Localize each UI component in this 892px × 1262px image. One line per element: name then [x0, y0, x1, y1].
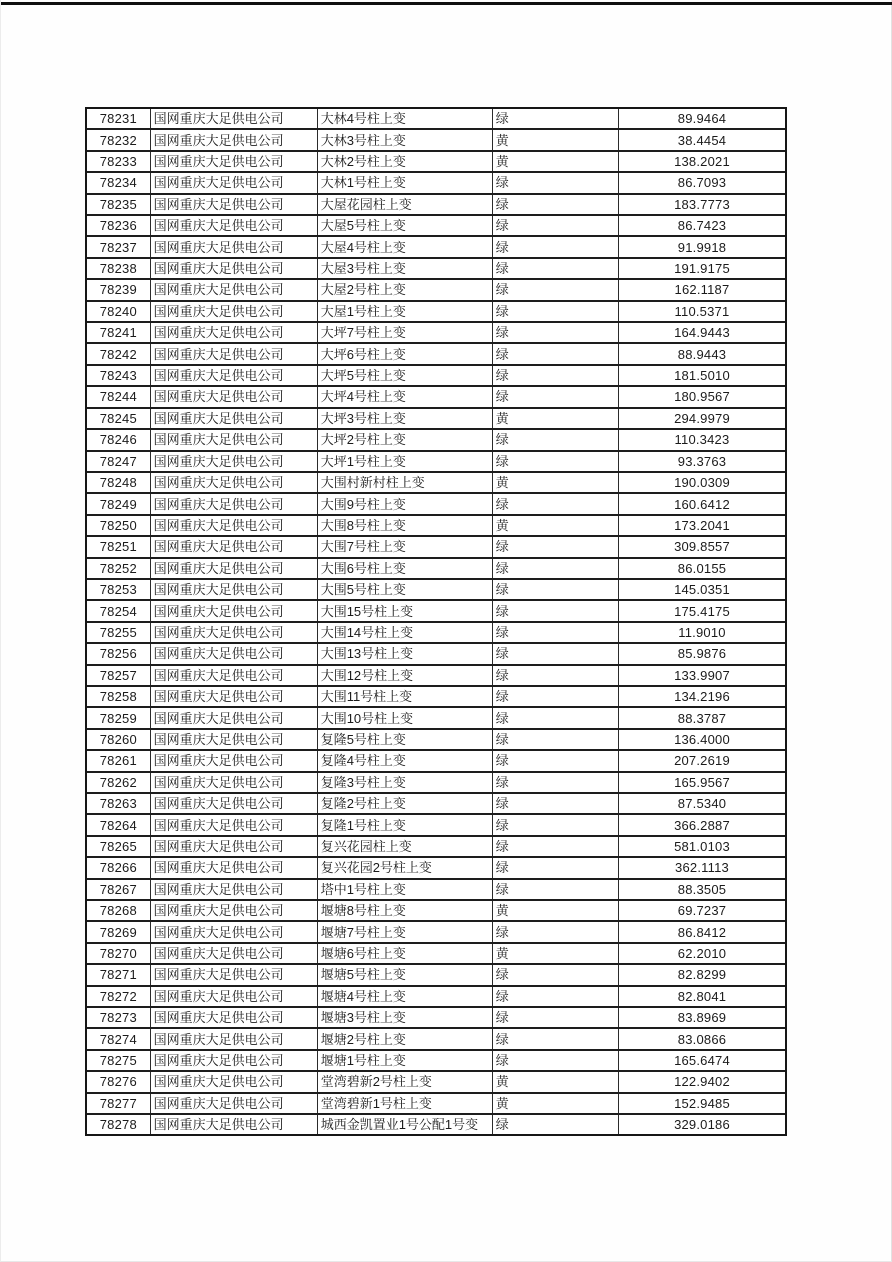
cell-load-value: 83.0866	[618, 1029, 785, 1048]
cell-load-value: 82.8299	[618, 965, 785, 984]
cell-row-id: 78262	[99, 774, 137, 790]
cell-company-name: 国网重庆大足供电公司	[150, 237, 317, 256]
cell-row-id: 78244	[99, 389, 137, 405]
cell-row-id: 78237	[99, 239, 137, 255]
cell-transformer-name: 大林3号柱上变	[317, 130, 492, 149]
cell-load-value: 83.8969	[618, 1008, 785, 1027]
cell-row-id: 78261	[99, 753, 137, 769]
table-row	[87, 302, 785, 323]
table-row	[87, 794, 785, 815]
cell-load-value: 207.2619	[618, 751, 785, 770]
cell-transformer-name: 大屋1号柱上变	[317, 302, 492, 321]
table-row	[87, 1115, 785, 1134]
cell-company-name: 国网重庆大足供电公司	[150, 901, 317, 920]
cell-row-id: 78270	[99, 946, 137, 962]
cell-status-color: 绿	[492, 773, 618, 792]
cell-row-id: 78268	[99, 903, 137, 919]
cell-company-name: 国网重庆大足供电公司	[150, 280, 317, 299]
cell-company-name: 国网重庆大足供电公司	[150, 623, 317, 642]
table-row	[87, 1051, 785, 1072]
cell-transformer-name: 大屋花园柱上变	[317, 195, 492, 214]
table-row	[87, 237, 785, 258]
cell-load-value: 88.3787	[618, 708, 785, 727]
cell-row-id: 78251	[99, 539, 137, 555]
cell-row-id: 78277	[99, 1095, 137, 1111]
cell-company-name: 国网重庆大足供电公司	[150, 987, 317, 1006]
cell-load-value: 82.8041	[618, 987, 785, 1006]
cell-company-name: 国网重庆大足供电公司	[150, 922, 317, 941]
cell-transformer-name: 堰塘6号柱上变	[317, 944, 492, 963]
cell-status-color: 绿	[492, 987, 618, 1006]
table-row	[87, 730, 785, 751]
cell-row-id: 78233	[99, 154, 137, 170]
cell-row-id: 78274	[99, 1031, 137, 1047]
cell-load-value: 362.1113	[618, 858, 785, 877]
cell-company-name: 国网重庆大足供电公司	[150, 794, 317, 813]
table-row	[87, 259, 785, 280]
table-row	[87, 944, 785, 965]
cell-load-value: 165.9567	[618, 773, 785, 792]
cell-company-name: 国网重庆大足供电公司	[150, 109, 317, 128]
cell-transformer-name: 大林1号柱上变	[317, 173, 492, 192]
cell-status-color: 绿	[492, 430, 618, 449]
table-row	[87, 687, 785, 708]
cell-transformer-name: 大围13号柱上变	[317, 644, 492, 663]
cell-transformer-name: 大坪4号柱上变	[317, 387, 492, 406]
table-row	[87, 644, 785, 665]
cell-status-color: 绿	[492, 1051, 618, 1070]
cell-company-name: 国网重庆大足供电公司	[150, 259, 317, 278]
cell-load-value: 87.5340	[618, 794, 785, 813]
cell-company-name: 国网重庆大足供电公司	[150, 751, 317, 770]
cell-company-name: 国网重庆大足供电公司	[150, 216, 317, 235]
table-row	[87, 130, 785, 151]
cell-row-id: 78239	[99, 282, 137, 298]
cell-company-name: 国网重庆大足供电公司	[150, 687, 317, 706]
cell-row-id: 78272	[99, 988, 137, 1004]
cell-status-color: 绿	[492, 109, 618, 128]
cell-company-name: 国网重庆大足供电公司	[150, 708, 317, 727]
cell-company-name: 国网重庆大足供电公司	[150, 537, 317, 556]
cell-transformer-name: 大围5号柱上变	[317, 580, 492, 599]
cell-load-value: 173.2041	[618, 516, 785, 535]
cell-transformer-name: 大林4号柱上变	[317, 109, 492, 128]
table-row	[87, 601, 785, 622]
cell-company-name: 国网重庆大足供电公司	[150, 323, 317, 342]
cell-status-color: 绿	[492, 815, 618, 834]
cell-transformer-name: 大屋4号柱上变	[317, 237, 492, 256]
cell-load-value: 38.4454	[618, 130, 785, 149]
cell-company-name: 国网重庆大足供电公司	[150, 1029, 317, 1048]
table-row	[87, 880, 785, 901]
cell-status-color: 绿	[492, 344, 618, 363]
cell-transformer-name: 大围8号柱上变	[317, 516, 492, 535]
cell-transformer-name: 大围14号柱上变	[317, 623, 492, 642]
cell-status-color: 绿	[492, 644, 618, 663]
cell-company-name: 国网重庆大足供电公司	[150, 173, 317, 192]
cell-row-id: 78254	[99, 603, 137, 619]
cell-status-color: 绿	[492, 1029, 618, 1048]
cell-company-name: 国网重庆大足供电公司	[150, 409, 317, 428]
cell-transformer-name: 堰塘5号柱上变	[317, 965, 492, 984]
cell-company-name: 国网重庆大足供电公司	[150, 858, 317, 877]
table-row	[87, 1072, 785, 1093]
cell-load-value: 152.9485	[618, 1094, 785, 1113]
cell-load-value: 86.7093	[618, 173, 785, 192]
cell-status-color: 绿	[492, 216, 618, 235]
cell-transformer-name: 大坪5号柱上变	[317, 366, 492, 385]
cell-row-id: 78232	[99, 132, 137, 148]
cell-transformer-name: 大坪1号柱上变	[317, 452, 492, 471]
cell-status-color: 绿	[492, 880, 618, 899]
table-row	[87, 195, 785, 216]
cell-company-name: 国网重庆大足供电公司	[150, 1115, 317, 1134]
cell-transformer-name: 大屋5号柱上变	[317, 216, 492, 235]
cell-row-id: 78247	[99, 453, 137, 469]
cell-load-value: 85.9876	[618, 644, 785, 663]
cell-load-value: 136.4000	[618, 730, 785, 749]
cell-status-color: 绿	[492, 302, 618, 321]
table-row	[87, 280, 785, 301]
cell-row-id: 78275	[99, 1053, 137, 1069]
cell-row-id: 78236	[99, 218, 137, 234]
cell-load-value: 88.3505	[618, 880, 785, 899]
cell-load-value: 294.9979	[618, 409, 785, 428]
table-row	[87, 430, 785, 451]
cell-company-name: 国网重庆大足供电公司	[150, 366, 317, 385]
cell-transformer-name: 堰塘7号柱上变	[317, 922, 492, 941]
cell-company-name: 国网重庆大足供电公司	[150, 195, 317, 214]
table-row	[87, 858, 785, 879]
cell-row-id: 78245	[99, 410, 137, 426]
cell-row-id: 78267	[99, 881, 137, 897]
cell-load-value: 309.8557	[618, 537, 785, 556]
cell-load-value: 329.0186	[618, 1115, 785, 1134]
cell-transformer-name: 堂湾碧新1号柱上变	[317, 1094, 492, 1113]
cell-transformer-name: 大屋2号柱上变	[317, 280, 492, 299]
cell-company-name: 国网重庆大足供电公司	[150, 944, 317, 963]
cell-status-color: 绿	[492, 494, 618, 513]
cell-status-color: 绿	[492, 323, 618, 342]
cell-status-color: 绿	[492, 237, 618, 256]
cell-row-id: 78250	[99, 517, 137, 533]
cell-transformer-name: 复隆4号柱上变	[317, 751, 492, 770]
cell-row-id: 78240	[99, 303, 137, 319]
cell-status-color: 绿	[492, 708, 618, 727]
table-row	[87, 216, 785, 237]
cell-status-color: 黄	[492, 1094, 618, 1113]
cell-company-name: 国网重庆大足供电公司	[150, 559, 317, 578]
table-row	[87, 773, 785, 794]
cell-company-name: 国网重庆大足供电公司	[150, 452, 317, 471]
cell-status-color: 绿	[492, 1115, 618, 1134]
cell-status-color: 绿	[492, 751, 618, 770]
cell-status-color: 绿	[492, 922, 618, 941]
cell-load-value: 86.0155	[618, 559, 785, 578]
cell-row-id: 78271	[99, 967, 137, 983]
cell-status-color: 黄	[492, 516, 618, 535]
table-row	[87, 965, 785, 986]
table-row	[87, 922, 785, 943]
cell-company-name: 国网重庆大足供电公司	[150, 1008, 317, 1027]
cell-status-color: 绿	[492, 1008, 618, 1027]
cell-company-name: 国网重庆大足供电公司	[150, 1072, 317, 1091]
cell-load-value: 93.3763	[618, 452, 785, 471]
cell-company-name: 国网重庆大足供电公司	[150, 387, 317, 406]
cell-status-color: 绿	[492, 195, 618, 214]
table-row	[87, 751, 785, 772]
cell-transformer-name: 大坪3号柱上变	[317, 409, 492, 428]
table-row	[87, 987, 785, 1008]
table-row	[87, 452, 785, 473]
cell-company-name: 国网重庆大足供电公司	[150, 601, 317, 620]
cell-transformer-name: 堰塘2号柱上变	[317, 1029, 492, 1048]
cell-load-value: 91.9918	[618, 237, 785, 256]
cell-row-id: 78264	[99, 817, 137, 833]
page-top-rule	[1, 2, 892, 5]
cell-load-value: 183.7773	[618, 195, 785, 214]
cell-row-id: 78260	[99, 731, 137, 747]
cell-row-id: 78235	[99, 196, 137, 212]
table-row	[87, 473, 785, 494]
cell-transformer-name: 复兴花园2号柱上变	[317, 858, 492, 877]
cell-row-id: 78259	[99, 710, 137, 726]
cell-load-value: 110.5371	[618, 302, 785, 321]
cell-load-value: 69.7237	[618, 901, 785, 920]
table-row	[87, 152, 785, 173]
cell-row-id: 78234	[99, 175, 137, 191]
cell-status-color: 绿	[492, 280, 618, 299]
cell-status-color: 黄	[492, 944, 618, 963]
cell-company-name: 国网重庆大足供电公司	[150, 965, 317, 984]
table-row	[87, 666, 785, 687]
table-row	[87, 580, 785, 601]
cell-transformer-name: 堰塘8号柱上变	[317, 901, 492, 920]
cell-load-value: 138.2021	[618, 152, 785, 171]
cell-status-color: 黄	[492, 130, 618, 149]
cell-transformer-name: 大围12号柱上变	[317, 666, 492, 685]
cell-company-name: 国网重庆大足供电公司	[150, 644, 317, 663]
cell-row-id: 78253	[99, 582, 137, 598]
cell-load-value: 89.9464	[618, 109, 785, 128]
cell-company-name: 国网重庆大足供电公司	[150, 516, 317, 535]
cell-company-name: 国网重庆大足供电公司	[150, 580, 317, 599]
cell-transformer-name: 大林2号柱上变	[317, 152, 492, 171]
cell-transformer-name: 大围9号柱上变	[317, 494, 492, 513]
cell-transformer-name: 堰塘1号柱上变	[317, 1051, 492, 1070]
table-row	[87, 537, 785, 558]
cell-transformer-name: 复隆1号柱上变	[317, 815, 492, 834]
cell-transformer-name: 大围11号柱上变	[317, 687, 492, 706]
cell-transformer-name: 复隆3号柱上变	[317, 773, 492, 792]
table-row	[87, 559, 785, 580]
cell-load-value: 160.6412	[618, 494, 785, 513]
cell-transformer-name: 堰塘3号柱上变	[317, 1008, 492, 1027]
table-row	[87, 1029, 785, 1050]
cell-transformer-name: 城西金凯置业1号公配1号变	[317, 1115, 492, 1134]
cell-transformer-name: 大坪6号柱上变	[317, 344, 492, 363]
cell-load-value: 134.2196	[618, 687, 785, 706]
cell-transformer-name: 大坪2号柱上变	[317, 430, 492, 449]
cell-status-color: 绿	[492, 623, 618, 642]
cell-row-id: 78252	[99, 560, 137, 576]
table-row	[87, 366, 785, 387]
cell-load-value: 164.9443	[618, 323, 785, 342]
table-row	[87, 387, 785, 408]
cell-load-value: 191.9175	[618, 259, 785, 278]
cell-load-value: 110.3423	[618, 430, 785, 449]
cell-status-color: 绿	[492, 366, 618, 385]
cell-row-id: 78278	[99, 1117, 137, 1133]
cell-transformer-name: 堂湾碧新2号柱上变	[317, 1072, 492, 1091]
table-row	[87, 109, 785, 130]
cell-transformer-name: 大围10号柱上变	[317, 708, 492, 727]
cell-company-name: 国网重庆大足供电公司	[150, 815, 317, 834]
cell-company-name: 国网重庆大足供电公司	[150, 773, 317, 792]
cell-status-color: 绿	[492, 387, 618, 406]
cell-load-value: 62.2010	[618, 944, 785, 963]
cell-load-value: 86.8412	[618, 922, 785, 941]
cell-status-color: 绿	[492, 965, 618, 984]
cell-row-id: 78249	[99, 496, 137, 512]
cell-load-value: 162.1187	[618, 280, 785, 299]
cell-row-id: 78257	[99, 667, 137, 683]
cell-transformer-name: 大围7号柱上变	[317, 537, 492, 556]
cell-company-name: 国网重庆大足供电公司	[150, 494, 317, 513]
cell-load-value: 165.6474	[618, 1051, 785, 1070]
table-row	[87, 516, 785, 537]
cell-load-value: 190.0309	[618, 473, 785, 492]
cell-row-id: 78263	[99, 796, 137, 812]
cell-transformer-name: 大围村新村柱上变	[317, 473, 492, 492]
cell-company-name: 国网重庆大足供电公司	[150, 1051, 317, 1070]
table-row	[87, 837, 785, 858]
cell-status-color: 绿	[492, 730, 618, 749]
cell-row-id: 78243	[99, 368, 137, 384]
cell-company-name: 国网重庆大足供电公司	[150, 880, 317, 899]
table-row	[87, 323, 785, 344]
cell-transformer-name: 大围15号柱上变	[317, 601, 492, 620]
table-row	[87, 173, 785, 194]
table-row	[87, 344, 785, 365]
cell-row-id: 78231	[99, 111, 137, 127]
cell-status-color: 绿	[492, 559, 618, 578]
cell-transformer-name: 堰塘4号柱上变	[317, 987, 492, 1006]
cell-row-id: 78255	[99, 624, 137, 640]
cell-company-name: 国网重庆大足供电公司	[150, 302, 317, 321]
cell-row-id: 78273	[99, 1010, 137, 1026]
cell-status-color: 绿	[492, 259, 618, 278]
cell-row-id: 78266	[99, 860, 137, 876]
cell-company-name: 国网重庆大足供电公司	[150, 430, 317, 449]
cell-row-id: 78238	[99, 261, 137, 277]
cell-load-value: 122.9402	[618, 1072, 785, 1091]
cell-transformer-name: 大屋3号柱上变	[317, 259, 492, 278]
cell-status-color: 黄	[492, 901, 618, 920]
cell-company-name: 国网重庆大足供电公司	[150, 344, 317, 363]
cell-row-id: 78258	[99, 689, 137, 705]
cell-status-color: 绿	[492, 601, 618, 620]
cell-row-id: 78265	[99, 839, 137, 855]
cell-transformer-name: 复隆2号柱上变	[317, 794, 492, 813]
cell-status-color: 黄	[492, 1072, 618, 1091]
cell-row-id: 78242	[99, 346, 137, 362]
cell-status-color: 绿	[492, 537, 618, 556]
cell-company-name: 国网重庆大足供电公司	[150, 666, 317, 685]
cell-load-value: 581.0103	[618, 837, 785, 856]
cell-load-value: 366.2887	[618, 815, 785, 834]
cell-status-color: 绿	[492, 837, 618, 856]
table-row	[87, 708, 785, 729]
cell-status-color: 绿	[492, 794, 618, 813]
cell-transformer-name: 复兴花园柱上变	[317, 837, 492, 856]
cell-load-value: 175.4175	[618, 601, 785, 620]
table-row	[87, 409, 785, 430]
cell-load-value: 86.7423	[618, 216, 785, 235]
table-row	[87, 901, 785, 922]
cell-status-color: 绿	[492, 580, 618, 599]
cell-status-color: 绿	[492, 858, 618, 877]
cell-company-name: 国网重庆大足供电公司	[150, 1094, 317, 1113]
cell-status-color: 黄	[492, 473, 618, 492]
cell-load-value: 145.0351	[618, 580, 785, 599]
cell-load-value: 11.9010	[618, 623, 785, 642]
cell-company-name: 国网重庆大足供电公司	[150, 837, 317, 856]
cell-transformer-name: 复隆5号柱上变	[317, 730, 492, 749]
cell-row-id: 78241	[99, 325, 137, 341]
cell-row-id: 78248	[99, 475, 137, 491]
table-row	[87, 1094, 785, 1115]
cell-status-color: 黄	[492, 409, 618, 428]
cell-row-id: 78246	[99, 432, 137, 448]
cell-company-name: 国网重庆大足供电公司	[150, 152, 317, 171]
cell-company-name: 国网重庆大足供电公司	[150, 130, 317, 149]
table-row	[87, 623, 785, 644]
cell-transformer-name: 塔中1号柱上变	[317, 880, 492, 899]
cell-transformer-name: 大围6号柱上变	[317, 559, 492, 578]
table-row	[87, 494, 785, 515]
cell-company-name: 国网重庆大足供电公司	[150, 473, 317, 492]
table-row	[87, 1008, 785, 1029]
cell-load-value: 181.5010	[618, 366, 785, 385]
cell-load-value: 180.9567	[618, 387, 785, 406]
cell-row-id: 78276	[99, 1074, 137, 1090]
cell-status-color: 黄	[492, 152, 618, 171]
cell-status-color: 绿	[492, 452, 618, 471]
cell-status-color: 绿	[492, 687, 618, 706]
cell-row-id: 78256	[99, 646, 137, 662]
table-row	[87, 815, 785, 836]
cell-status-color: 绿	[492, 173, 618, 192]
cell-transformer-name: 大坪7号柱上变	[317, 323, 492, 342]
cell-company-name: 国网重庆大足供电公司	[150, 730, 317, 749]
cell-load-value: 88.9443	[618, 344, 785, 363]
transformer-load-table	[85, 107, 787, 1136]
cell-row-id: 78269	[99, 924, 137, 940]
cell-load-value: 133.9907	[618, 666, 785, 685]
cell-status-color: 绿	[492, 666, 618, 685]
